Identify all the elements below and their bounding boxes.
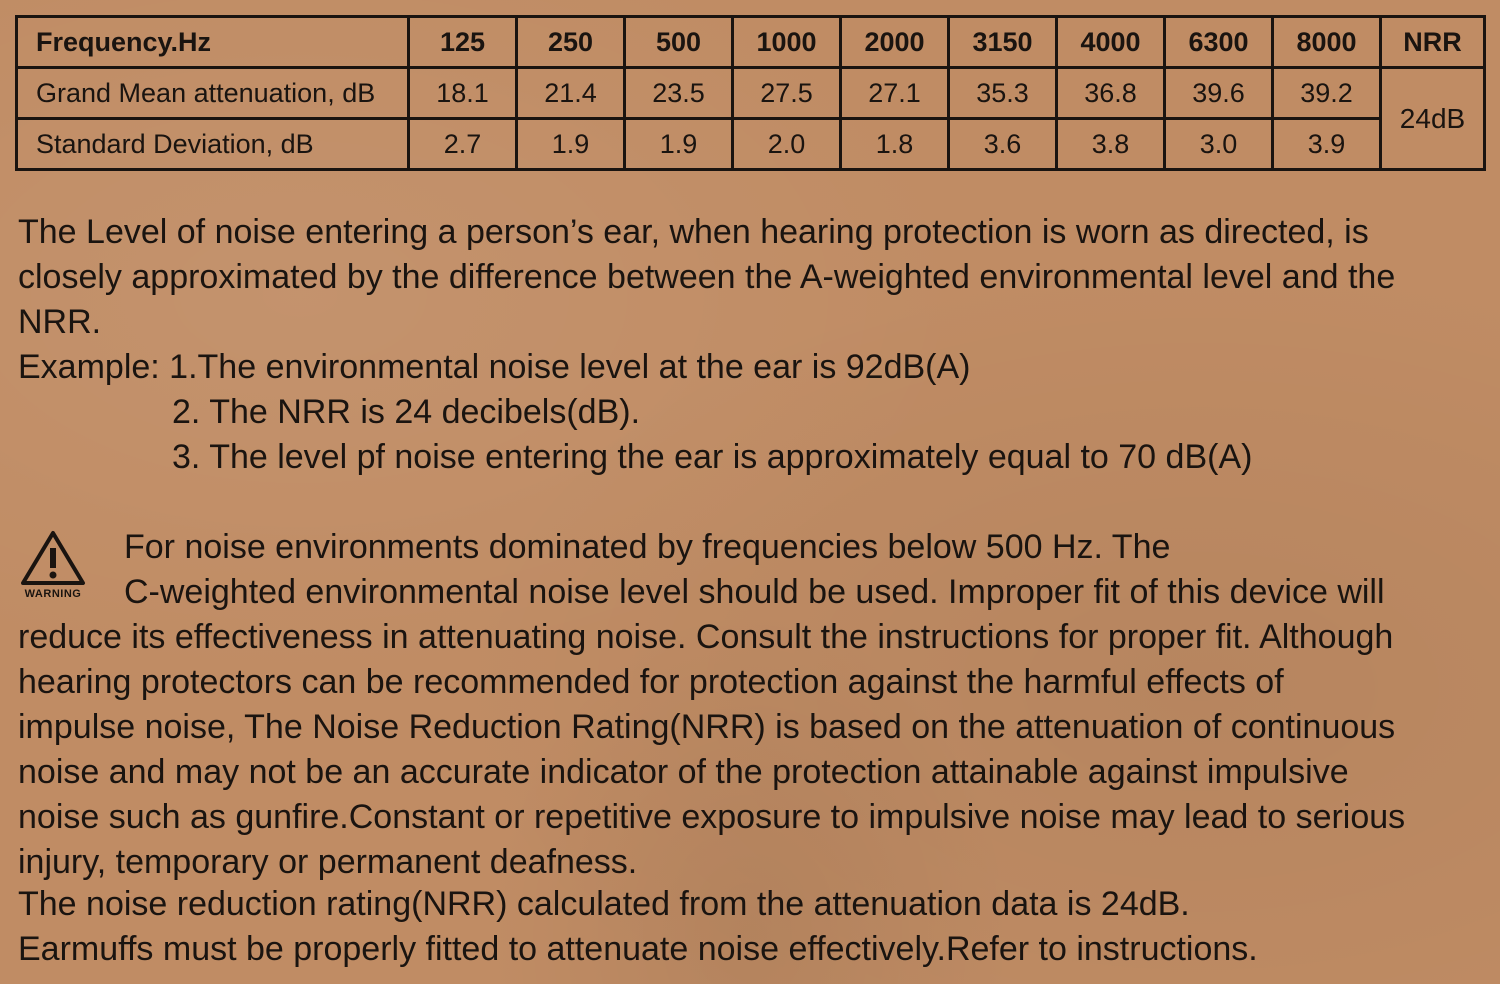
intro-line-2: closely approximated by the difference between the A-weighted environmental level and the <box>18 258 1396 296</box>
header-freq-8000: 8000 <box>1273 17 1381 68</box>
warning-triangle-icon <box>20 530 86 586</box>
intro-line-1: The Level of noise entering a person’s ear, when hearing protection is worn as directed, is <box>18 213 1369 251</box>
cell-sd-4000: 3.8 <box>1057 119 1165 170</box>
cell-nrr-value: 24dB <box>1381 68 1485 170</box>
intro-line-3: NRR. <box>18 303 102 341</box>
warning-line-1: For noise environments dominated by frequencies below 500 Hz. The <box>124 528 1171 566</box>
header-frequency-label: Frequency.Hz <box>17 17 409 68</box>
example-line-3: 3. The level pf noise entering the ear is approximately equal to 70 dB(A) <box>172 438 1253 476</box>
header-freq-125: 125 <box>409 17 517 68</box>
example-line-1: Example: 1.The environmental noise level at the ear is 92dB(A) <box>18 348 971 386</box>
cell-mean-2000: 27.1 <box>841 68 949 119</box>
table-row-mean <box>17 68 1485 119</box>
closing-line-1: The noise reduction rating(NRR) calculated from the attenuation data is 24dB. <box>18 885 1190 923</box>
header-freq-500: 500 <box>625 17 733 68</box>
cell-sd-125: 2.7 <box>409 119 517 170</box>
row-label-stddev: Standard Deviation, dB <box>17 119 409 170</box>
warning-line-4: hearing protectors can be recommended for protection against the harmful effects of <box>18 663 1284 701</box>
cell-sd-500: 1.9 <box>625 119 733 170</box>
cell-sd-8000: 3.9 <box>1273 119 1381 170</box>
header-freq-2000: 2000 <box>841 17 949 68</box>
table-header-row <box>17 17 1485 68</box>
cell-mean-1000: 27.5 <box>733 68 841 119</box>
closing-line-2: Earmuffs must be properly fitted to attenuate noise effectively.Refer to instructions. <box>18 930 1258 968</box>
example-line-2: 2. The NRR is 24 decibels(dB). <box>172 393 641 431</box>
warning-line-2: C-weighted environmental noise level should be used. Improper fit of this device will <box>124 573 1385 611</box>
warning-line-5: impulse noise, The Noise Reduction Rating(NRR) is based on the attenuation of continuous <box>18 708 1396 746</box>
table-row-stddev <box>17 119 1485 170</box>
warning-line-8: injury, temporary or permanent deafness. <box>18 843 638 881</box>
cell-sd-3150: 3.6 <box>949 119 1057 170</box>
cell-mean-125: 18.1 <box>409 68 517 119</box>
warning-badge <box>18 530 98 610</box>
cell-mean-4000: 36.8 <box>1057 68 1165 119</box>
header-freq-4000: 4000 <box>1057 17 1165 68</box>
warning-line-6: noise and may not be an accurate indicator of the protection attainable against impulsive <box>18 753 1349 791</box>
warning-line-3: reduce its effectiveness in attenuating noise. Consult the instructions for proper fit. Although <box>18 618 1394 656</box>
cell-mean-500: 23.5 <box>625 68 733 119</box>
warning-line-7: noise such as gunfire.Constant or repetitive exposure to impulsive noise may lead to serious <box>18 798 1406 836</box>
cell-sd-6300: 3.0 <box>1165 119 1273 170</box>
cell-mean-6300: 39.6 <box>1165 68 1273 119</box>
cell-mean-3150: 35.3 <box>949 68 1057 119</box>
row-label-mean: Grand Mean attenuation, dB <box>17 68 409 119</box>
cell-mean-250: 21.4 <box>517 68 625 119</box>
header-freq-250: 250 <box>517 17 625 68</box>
cell-mean-8000: 39.2 <box>1273 68 1381 119</box>
cell-sd-250: 1.9 <box>517 119 625 170</box>
warning-icon-label: WARNING <box>24 588 82 600</box>
header-freq-1000: 1000 <box>733 17 841 68</box>
header-nrr: NRR <box>1381 17 1485 68</box>
attenuation-table <box>15 15 1486 171</box>
header-freq-6300: 6300 <box>1165 17 1273 68</box>
cell-sd-2000: 1.8 <box>841 119 949 170</box>
cell-sd-1000: 2.0 <box>733 119 841 170</box>
header-freq-3150: 3150 <box>949 17 1057 68</box>
